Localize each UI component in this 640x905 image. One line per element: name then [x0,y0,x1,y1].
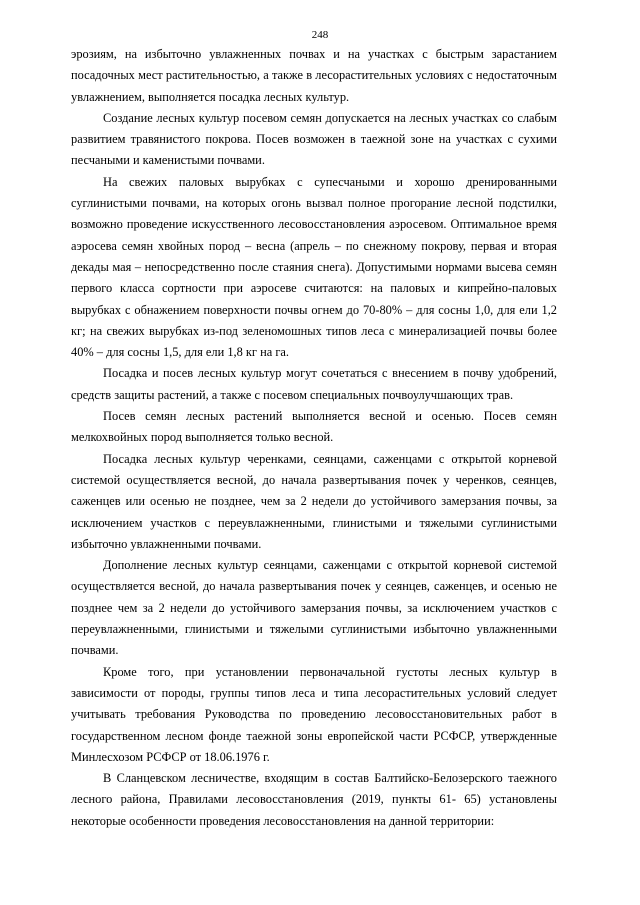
paragraph-planting-timing: Посадка лесных культур черенками, сеянцами, саженцами с открытой корневой системой осуществляется весной, до начала развертывания почек у черенков, сеянцев, саженцев или осенью не позднее, чем за 2 недели до устойчивого замерзания почвы, за исключением участков с переувлажненными, глинистыми и тяжелыми суглинистыми избыточно увлажненными почвами. [71,451,557,551]
paragraph-initial-density: Кроме того, при установлении первоначальной густоты лесных культур в зависимости от породы, группы типов леса и типа лесорастительных условий следует учитывать требования Руководства по проведению лесовосстановительных работ в государственном лесном фонде таежной зоны европейской части РСФСР, утвержденные Минлесхозом РСФСР от 18.06.1976 г. [71,664,557,764]
paragraph-sowing-season: Посев семян лесных растений выполняется весной и осенью. Посев семян мелкохвойных пород выполняется только весной. [71,409,557,445]
body-text [71,44,557,832]
paragraph-slantsy-forestry: В Сланцевском лесничестве, входящим в состав Балтийско-Белозерского таежного лесного района, Правилами лесовосстановления (2019, пункты 61- 65) установлены некоторые особенности проведения лесовосстановления на данной территории: [71,771,557,828]
paragraph-fertilizers: Посадка и посев лесных культур могут сочетаться с внесением в почву удобрений, средств защиты растений, а также с посевом специальных почвоулучшающих трав. [71,366,557,402]
paragraph-continuation: эрозиям, на избыточно увлажненных почвах и на участках с быстрым зарастанием посадочных мест растительностью, а также в лесорастительных условиях с недостаточным увлажнением, выполняется посадка лесных культур. [71,47,557,104]
paragraph-seeding: Создание лесных культур посевом семян допускается на лесных участках со слабым развитием травянистого покрова. Посев возможен в таежной зоне на участках с сухими песчаными и каменистыми почвами. [71,110,557,168]
paragraph-aerial-seeding: На свежих паловых вырубках с супесчаными и хорошо дренированными суглинистыми почвами, на которых огонь вызвал полное прогорание лесной подстилки, возможно проведение искусственного лесовосстановления аэросевом. Оптимальное время аэросева семян хвойных пород – весна (апрель – по снежному покрову, первая и вторая декады мая – непосредственно после стаяния снега). Допустимыми нормами высева семян первого класса сортности при аэросеве считаются: на паловых и кипрейно-паловых вырубках с обнажением поверхности почвы огнем до 70-80% – для сосны 1,0, для ели 1,2 кг; на свежих вырубках из-под зеленомошных типов леса с минерализацией почвы более 40% – для сосны 1,5, для ели 1,8 кг на га. [71,174,557,360]
page-number: 248 [311,29,329,41]
paragraph-supplementing: Дополнение лесных культур сеянцами, саженцами с открытой корневой системой осуществляется весной, до начала развертывания почек у сеянцев, саженцев, и осенью не позднее чем за 2 недели до устойчивого замерзания почвы, за исключением участков с переувлажненными, глинистыми и тяжелыми суглинистыми избыточно увлажненными почвами. [71,558,557,658]
